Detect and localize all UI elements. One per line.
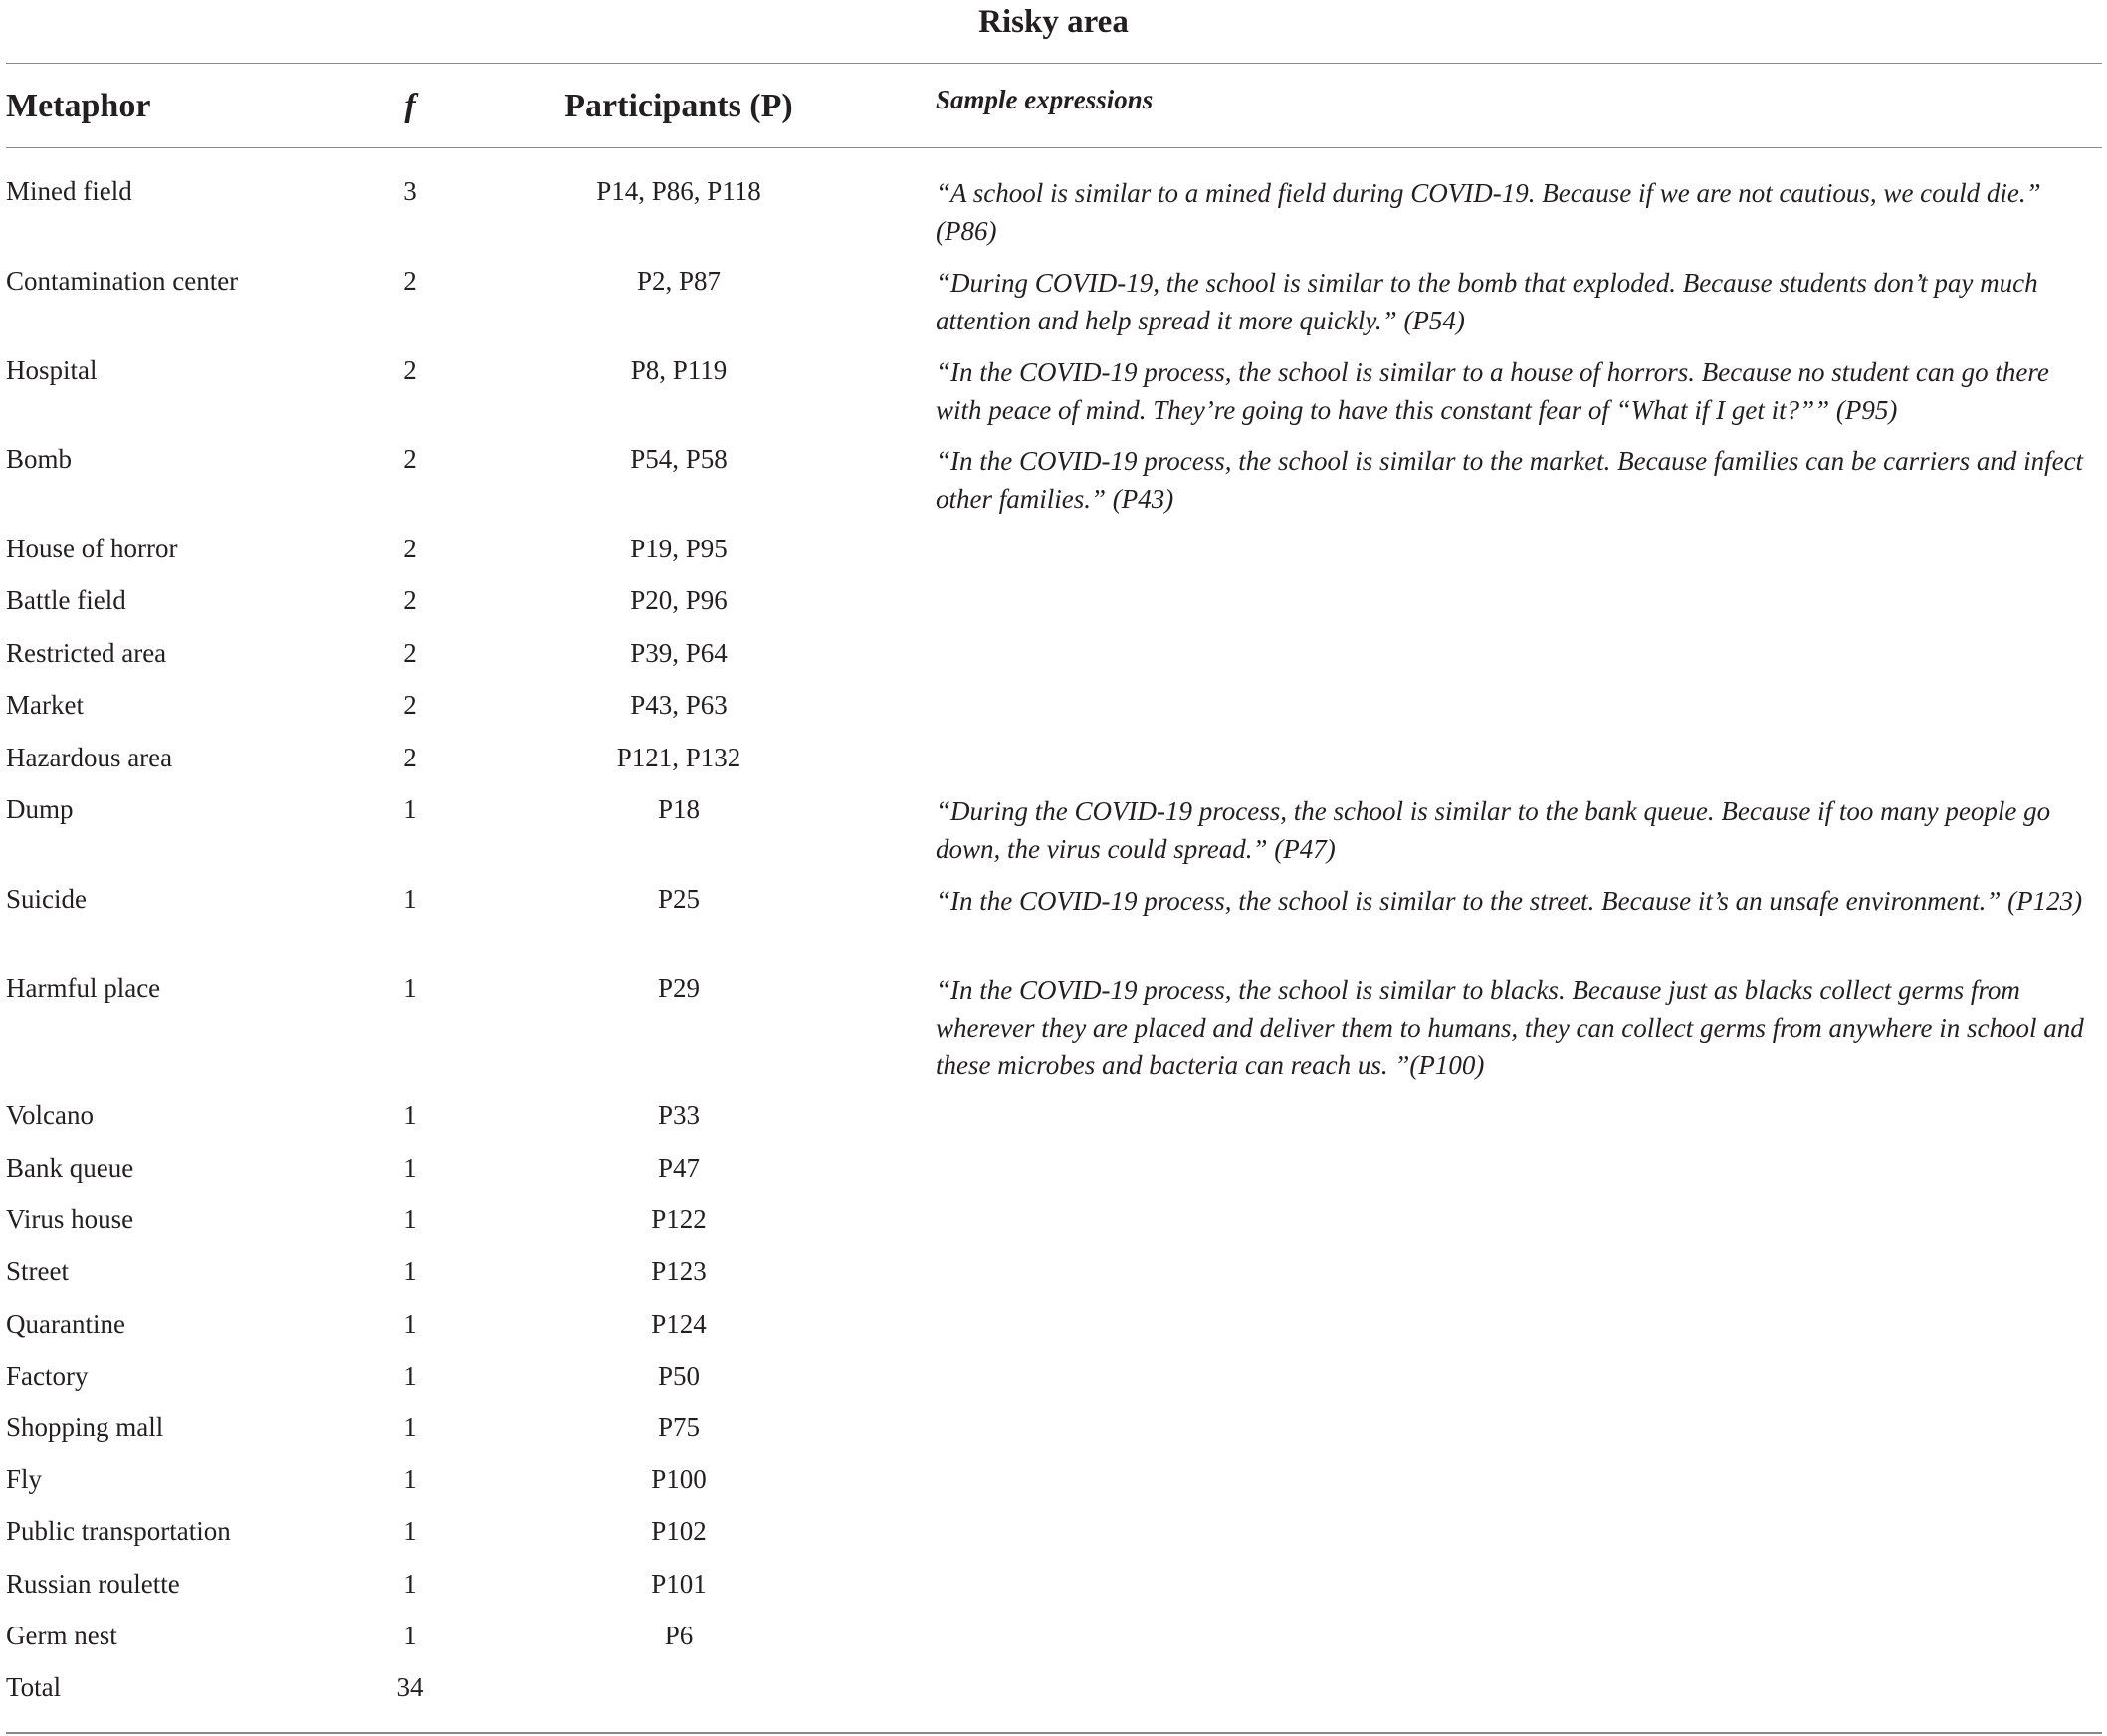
sample-expression: “During the COVID-19 process, the school is similar to the bank queue. Because if too many people go down, the virus could spread.” (P47) <box>936 796 2051 864</box>
cell-metaphor: Harmful place <box>6 974 161 1003</box>
header-rule <box>6 147 2102 148</box>
cell-participants: P39, P64 <box>630 638 728 668</box>
cell-frequency: 1 <box>403 884 417 914</box>
header-participants: Participants (P) <box>564 88 793 124</box>
cell-frequency: 2 <box>403 266 417 296</box>
cell-metaphor: Public transportation <box>6 1516 231 1546</box>
cell-participants: P2, P87 <box>636 266 722 296</box>
table-title: Risky area <box>978 4 1129 40</box>
cell-metaphor: Bomb <box>6 444 73 474</box>
cell-participants: P20, P96 <box>630 585 728 615</box>
cell-metaphor: Hazardous area <box>6 743 173 772</box>
cell-metaphor: Suicide <box>6 884 87 914</box>
cell-metaphor: Total <box>6 1672 62 1702</box>
cell-frequency: 2 <box>403 444 417 474</box>
cell-frequency: 1 <box>403 1100 417 1130</box>
cell-metaphor: Battle field <box>6 585 126 615</box>
cell-participants: P122 <box>651 1204 707 1234</box>
cell-metaphor: Dump <box>6 794 74 824</box>
cell-metaphor: Factory <box>6 1361 89 1391</box>
sample-expression: “In the COVID-19 process, the school is similar to a house of horrors. Because no student can go there with peace of mind. They’re going to have this constant fear of “What if I get it?”” (P95) <box>936 357 2049 425</box>
cell-participants: P8, P119 <box>630 355 728 385</box>
cell-metaphor: Volcano <box>6 1100 94 1130</box>
cell-participants: P25 <box>657 884 701 914</box>
cell-participants: P14, P86, P118 <box>596 176 761 206</box>
cell-metaphor: Hospital <box>6 355 98 385</box>
cell-participants: P121, P132 <box>616 743 741 772</box>
cell-metaphor: Germ nest <box>6 1621 117 1650</box>
cell-participants: P33 <box>657 1100 701 1130</box>
cell-participants: P19, P95 <box>630 534 728 563</box>
cell-frequency: 1 <box>403 1256 417 1286</box>
cell-frequency: 2 <box>403 638 417 668</box>
cell-participants: P101 <box>651 1569 707 1599</box>
sample-expression: “During COVID-19, the school is similar to the bomb that exploded. Because students don’t pay much attention and help spread it more quickly.” (P54) <box>936 268 2038 335</box>
cell-frequency: 1 <box>403 1464 417 1494</box>
sample-expression: “In the COVID-19 process, the school is similar to blacks. Because just as blacks collect germs from wherever they are placed and deliver them to humans, they can collect germs from anywhere in school and these microbes and bacteria can reach us. ”(P100) <box>936 976 2084 1080</box>
cell-participants: P6 <box>664 1621 694 1650</box>
cell-frequency: 3 <box>403 176 417 206</box>
top-rule <box>6 63 2102 64</box>
cell-metaphor: Contamination center <box>6 266 239 296</box>
header-frequency: f <box>404 88 416 124</box>
cell-metaphor: Bank queue <box>6 1153 134 1183</box>
cell-participants: P18 <box>657 794 701 824</box>
bottom-rule <box>6 1732 2102 1734</box>
cell-participants: P124 <box>651 1309 707 1339</box>
cell-metaphor: Mined field <box>6 176 132 206</box>
cell-frequency: 1 <box>403 1309 417 1339</box>
cell-frequency: 1 <box>403 794 417 824</box>
cell-frequency: 2 <box>403 355 417 385</box>
cell-frequency: 2 <box>403 585 417 615</box>
cell-frequency: 2 <box>403 690 417 720</box>
cell-metaphor: Shopping mall <box>6 1412 164 1442</box>
cell-frequency: 1 <box>403 1621 417 1650</box>
cell-metaphor: Quarantine <box>6 1309 125 1339</box>
cell-participants: P50 <box>657 1361 701 1391</box>
cell-metaphor: Restricted area <box>6 638 167 668</box>
cell-frequency: 1 <box>403 1153 417 1183</box>
cell-frequency: 1 <box>403 1516 417 1546</box>
cell-participants: P47 <box>657 1153 701 1183</box>
cell-metaphor: Market <box>6 690 84 720</box>
cell-participants: P123 <box>651 1256 707 1286</box>
cell-participants: P100 <box>651 1464 707 1494</box>
cell-metaphor: Fly <box>6 1464 43 1494</box>
cell-frequency: 1 <box>403 1204 417 1234</box>
cell-participants: P102 <box>651 1516 707 1546</box>
sample-expression: “In the COVID-19 process, the school is similar to the street. Because it’s an unsafe environment.” (P123) <box>936 886 2083 916</box>
cell-frequency: 2 <box>403 743 417 772</box>
cell-metaphor: Street <box>6 1256 69 1286</box>
cell-frequency: 1 <box>403 1569 417 1599</box>
cell-participants: P29 <box>657 974 701 1003</box>
cell-participants: P75 <box>657 1412 701 1442</box>
cell-participants: P43, P63 <box>630 690 728 720</box>
cell-frequency: 2 <box>403 534 417 563</box>
sample-expression: “In the COVID-19 process, the school is similar to the market. Because families can be carriers and infect other families.” (P43) <box>936 446 2084 514</box>
cell-frequency: 34 <box>396 1672 424 1702</box>
header-sample-expressions: Sample expressions <box>936 85 1154 114</box>
cell-frequency: 1 <box>403 1361 417 1391</box>
cell-metaphor: Russian roulette <box>6 1569 180 1599</box>
header-metaphor: Metaphor <box>6 88 151 124</box>
cell-metaphor: Virus house <box>6 1204 134 1234</box>
cell-frequency: 1 <box>403 1412 417 1442</box>
cell-frequency: 1 <box>403 974 417 1003</box>
cell-metaphor: House of horror <box>6 534 178 563</box>
cell-participants: P54, P58 <box>630 444 728 474</box>
sample-expression: “A school is similar to a mined field during COVID-19. Because if we are not cautious, we could die.” (P86) <box>936 178 2041 246</box>
